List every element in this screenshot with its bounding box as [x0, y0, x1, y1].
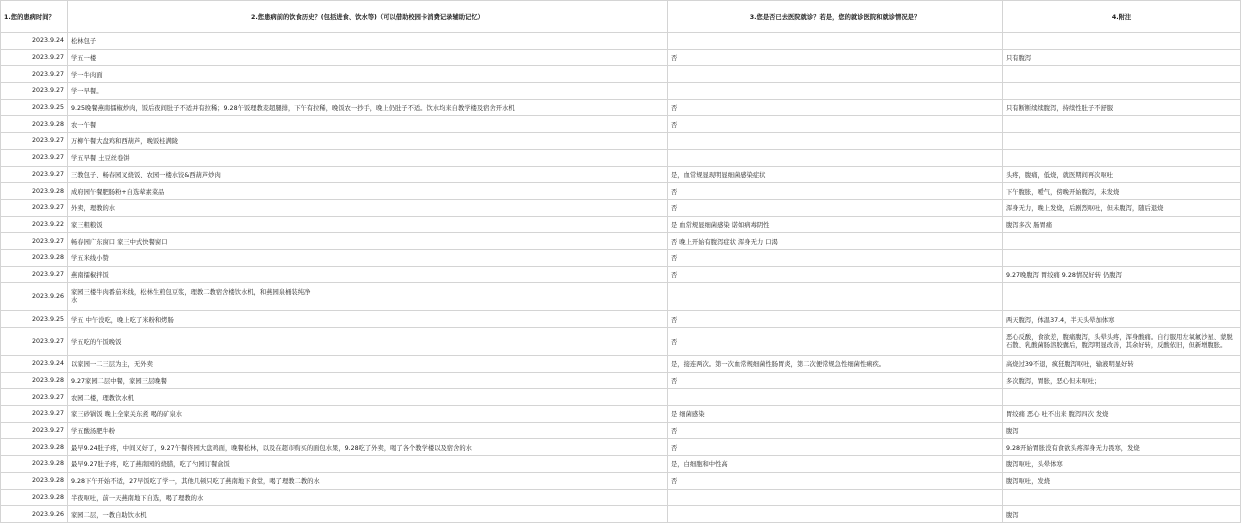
table-row	[1, 406, 1241, 423]
cell-notes[interactable]: 浑身无力，晚上发烧，后剧烈呕吐，但未腹泻，随后退烧	[1003, 199, 1241, 216]
cell-time[interactable]: 2023.9.28	[1, 116, 68, 133]
cell-time[interactable]: 2023.9.25	[1, 99, 68, 116]
cell-time[interactable]: 2023.9.28	[1, 249, 68, 266]
cell-diet[interactable]: 最早9.27肚子疼，吃了燕南园的烧腊，吃了勺园订餐盒饭	[68, 456, 668, 473]
cell-notes[interactable]: 腹泻多次 肠胃痛	[1003, 216, 1241, 233]
cell-diet[interactable]: 9.25晚餐燕南擂椒炒肉，饭后夜间肚子不适并有拉稀；9.28午饭理教麦超腿排，下午有拉稀，晚饭农一抄手，晚上仍肚子不适。饮水均来自教学楼及宿舍开水机	[68, 99, 668, 116]
table-row	[1, 199, 1241, 216]
cell-diet[interactable]	[68, 283, 668, 311]
cell-notes[interactable]: 下午腹胀，嗳气，傍晚开始腹泻，未发烧	[1003, 183, 1241, 200]
table-row	[1, 83, 1241, 100]
cell-diet[interactable]: 家三粗粮饭	[68, 216, 668, 233]
table-row	[1, 472, 1241, 489]
table-row	[1, 216, 1241, 233]
table-row	[1, 33, 1241, 50]
header-row	[1, 1, 1241, 33]
cell-visit[interactable]: 否	[668, 99, 1003, 116]
cell-visit[interactable]	[668, 66, 1003, 83]
cell-notes[interactable]	[1003, 489, 1241, 506]
cell-diet[interactable]: 学一早餐。	[68, 83, 668, 100]
cell-diet[interactable]: 学一牛肉面	[68, 66, 668, 83]
cell-notes[interactable]: 9.27晚腹泻 胃绞痛 9.28情况好转 仍腹泻	[1003, 266, 1241, 283]
cell-diet[interactable]: 家三砂锅饭 晚上全家关东煮 喝的矿泉水	[68, 406, 668, 423]
cell-diet[interactable]: 学五吃的午饭晚饭	[68, 328, 668, 356]
table-row	[1, 166, 1241, 183]
cell-time[interactable]: 2023.9.27	[1, 83, 68, 100]
table-row	[1, 133, 1241, 150]
cell-visit[interactable]: 否	[668, 422, 1003, 439]
table-row	[1, 249, 1241, 266]
table-row	[1, 328, 1241, 356]
cell-notes[interactable]	[1003, 328, 1241, 356]
cell-visit[interactable]: 是，血常规显现明显细菌感染症状	[668, 166, 1003, 183]
cell-diet[interactable]: 学五酸汤肥牛粉	[68, 422, 668, 439]
cell-diet[interactable]: 农园二楼，理教饮水机	[68, 389, 668, 406]
cell-visit[interactable]	[668, 83, 1003, 100]
table-row	[1, 283, 1241, 311]
table-row	[1, 372, 1241, 389]
cell-notes[interactable]: 只有断断续续腹泻，持续性肚子不舒服	[1003, 99, 1241, 116]
cell-diet[interactable]: 松林包子	[68, 33, 668, 50]
cell-notes[interactable]: 腹泻呕吐，发烧	[1003, 472, 1241, 489]
cell-diet[interactable]: 畅春园广东窗口 家三中式快餐窗口	[68, 233, 668, 250]
cell-time[interactable]: 2023.9.27	[1, 149, 68, 166]
cell-notes[interactable]	[1003, 83, 1241, 100]
cell-visit[interactable]: 否	[668, 372, 1003, 389]
cell-notes[interactable]	[1003, 249, 1241, 266]
header-notes[interactable]: 4.附注	[1003, 1, 1241, 33]
cell-diet[interactable]: 学五早餐 土豆丝卷饼	[68, 149, 668, 166]
cell-visit[interactable]: 否	[668, 116, 1003, 133]
cell-visit[interactable]: 否	[668, 472, 1003, 489]
cell-visit[interactable]: 否	[668, 49, 1003, 66]
cell-notes[interactable]	[1003, 283, 1241, 311]
cell-visit[interactable]	[668, 506, 1003, 523]
cell-time[interactable]: 2023.9.28	[1, 456, 68, 473]
cell-time[interactable]: 2023.9.27	[1, 328, 68, 356]
table-row	[1, 311, 1241, 328]
cell-time[interactable]: 2023.9.28	[1, 472, 68, 489]
cell-diet[interactable]: 以家园一二三层为主，无外卖	[68, 356, 668, 373]
cell-visit[interactable]	[668, 149, 1003, 166]
cell-notes[interactable]: 高烧过39不退，疯狂腹泻呕吐，输液明显好转	[1003, 356, 1241, 373]
cell-time[interactable]: 2023.9.27	[1, 49, 68, 66]
cell-notes[interactable]: 两天腹泻，体温37.4，半天头晕加体寒	[1003, 311, 1241, 328]
cell-time[interactable]: 2023.9.22	[1, 216, 68, 233]
table-row	[1, 422, 1241, 439]
cell-notes[interactable]: 多次腹泻，胃胀，恶心但未呕吐；	[1003, 372, 1241, 389]
cell-diet[interactable]: 外卖，理教的水	[68, 199, 668, 216]
cell-notes[interactable]	[1003, 133, 1241, 150]
cell-diet[interactable]: 三教包子、畅春园叉烧饭、农园一楼水饺&西葫芦炒肉	[68, 166, 668, 183]
table-row	[1, 149, 1241, 166]
cell-diet[interactable]: 燕南擂椒拌饭	[68, 266, 668, 283]
table-row	[1, 66, 1241, 83]
cell-diet[interactable]: 家园二层，一教自助饮水机	[68, 506, 668, 523]
table-row	[1, 183, 1241, 200]
cell-time[interactable]: 2023.9.27	[1, 266, 68, 283]
cell-notes[interactable]: 腹泻	[1003, 506, 1241, 523]
cell-time[interactable]: 2023.9.25	[1, 311, 68, 328]
cell-visit[interactable]: 否	[668, 311, 1003, 328]
cell-diet[interactable]: 学五 中午没吃，晚上吃了米粉和烤肠	[68, 311, 668, 328]
cell-visit[interactable]: 是 血常规显细菌感染 诺如病毒阴性	[668, 216, 1003, 233]
cell-time[interactable]: 2023.9.27	[1, 422, 68, 439]
cell-time[interactable]: 2023.9.27	[1, 233, 68, 250]
header-visit[interactable]: 3.您是否已去医院就诊？若是，您的就诊医院和就诊情况是？	[668, 1, 1003, 33]
cell-time[interactable]: 2023.9.24	[1, 356, 68, 373]
cell-time[interactable]: 2023.9.28	[1, 372, 68, 389]
cell-diet[interactable]: 万柳午餐大盘鸡和西葫芦，晚饭桂满陇	[68, 133, 668, 150]
cell-visit[interactable]: 是 细菌感染	[668, 406, 1003, 423]
cell-visit[interactable]: 是，白细胞和中性高	[668, 456, 1003, 473]
cell-notes[interactable]: 腹泻呕吐，头晕体寒	[1003, 456, 1241, 473]
cell-time[interactable]: 2023.9.28	[1, 439, 68, 456]
cell-notes[interactable]	[1003, 116, 1241, 133]
cell-time[interactable]: 2023.9.27	[1, 199, 68, 216]
cell-notes[interactable]	[1003, 66, 1241, 83]
cell-diet[interactable]: 农一午餐	[68, 116, 668, 133]
cell-time[interactable]: 2023.9.27	[1, 66, 68, 83]
table-row	[1, 456, 1241, 473]
header-time[interactable]: 1.您的患病时间？	[1, 1, 68, 33]
cell-visit[interactable]	[668, 33, 1003, 50]
cell-visit[interactable]	[668, 283, 1003, 311]
cell-diet[interactable]: 9.28下午开始不适，27早饭吃了学一，其他几顿只吃了燕南地下食堂，喝了理教二教的水	[68, 472, 668, 489]
cell-diet[interactable]: 成府园午餐肥肠粉+自选荤素菜品	[68, 183, 668, 200]
cell-time[interactable]: 2023.9.27	[1, 133, 68, 150]
table-row	[1, 116, 1241, 133]
cell-diet[interactable]: 学五一楼	[68, 49, 668, 66]
cell-diet-text: 家园三楼牛肉番茄米线，松林生煎包豆浆，理教二教宿舍楼饮水机，和燕园泉桶装纯净水	[71, 288, 311, 304]
cell-notes[interactable]: 腹泻	[1003, 422, 1241, 439]
cell-notes[interactable]: 9.28开始胃胀没有食欲头疼浑身无力畏寒，发烧	[1003, 439, 1241, 456]
cell-visit[interactable]: 否	[668, 328, 1003, 356]
cell-visit[interactable]: 否	[668, 183, 1003, 200]
cell-notes[interactable]: 只有腹泻	[1003, 49, 1241, 66]
table-row	[1, 99, 1241, 116]
cell-visit[interactable]: 是，接连两次。第一次血常规细菌性肠胃炎，第二次便常规急性细菌性痢疾。	[668, 356, 1003, 373]
cell-diet[interactable]: 9.27家园二层中餐，家园三层晚餐	[68, 372, 668, 389]
cell-diet[interactable]: 半夜呕吐，前一天燕南地下自选，喝了理教的水	[68, 489, 668, 506]
table-row	[1, 489, 1241, 506]
cell-diet[interactable]: 学五米线小赞	[68, 249, 668, 266]
table-row	[1, 49, 1241, 66]
cell-time[interactable]: 2023.9.28	[1, 489, 68, 506]
table-row	[1, 389, 1241, 406]
cell-notes[interactable]	[1003, 233, 1241, 250]
cell-notes[interactable]	[1003, 33, 1241, 50]
cell-visit[interactable]: 否 晚上开始有腹泻症状 浑身无力 口渴	[668, 233, 1003, 250]
cell-visit[interactable]: 否	[668, 249, 1003, 266]
table-row	[1, 356, 1241, 373]
cell-visit[interactable]: 否	[668, 266, 1003, 283]
table-row	[1, 266, 1241, 283]
cell-time[interactable]: 2023.9.27	[1, 166, 68, 183]
cell-visit[interactable]	[668, 489, 1003, 506]
cell-time[interactable]: 2023.9.26	[1, 283, 68, 311]
cell-notes[interactable]	[1003, 389, 1241, 406]
cell-visit[interactable]: 否	[668, 199, 1003, 216]
cell-time[interactable]: 2023.9.26	[1, 506, 68, 523]
header-diet[interactable]: 2.您患病前的饮食历史？(包括进食、饮水等)（可以借助校园卡消费记录辅助记忆）	[68, 1, 668, 33]
table-row	[1, 233, 1241, 250]
table-row	[1, 506, 1241, 523]
cell-notes-text: 恶心反酸，食欲差，腹痛腹泻，头晕头疼，浑身酸痛。自行服用左氧氟沙星、蒙脱石散、乳酸菌肠溶胶囊后，腹泻明显改善，其余好转，反酸依旧，但新增腹胀。	[1006, 333, 1233, 349]
cell-time[interactable]: 2023.9.27	[1, 389, 68, 406]
table-row	[1, 439, 1241, 456]
cell-notes[interactable]: 胃绞痛 恶心 吐不出来 腹泻四次 发烧	[1003, 406, 1241, 423]
cell-visit[interactable]	[668, 133, 1003, 150]
cell-visit[interactable]	[668, 389, 1003, 406]
cell-visit[interactable]: 否	[668, 439, 1003, 456]
cell-notes[interactable]	[1003, 149, 1241, 166]
cell-time[interactable]: 2023.9.27	[1, 406, 68, 423]
cell-time[interactable]: 2023.9.28	[1, 183, 68, 200]
cell-diet[interactable]: 最早9.24肚子疼，中间又好了，9.27午餐佟园大盘鸡面，晚餐松林，以及在超市购买的面包水果，9.28吃了外卖，喝了各个教学楼以及宿舍的水	[68, 439, 668, 456]
cell-time[interactable]: 2023.9.24	[1, 33, 68, 50]
cell-notes[interactable]: 头疼，腹痛，低烧，就医期间再次呕吐	[1003, 166, 1241, 183]
